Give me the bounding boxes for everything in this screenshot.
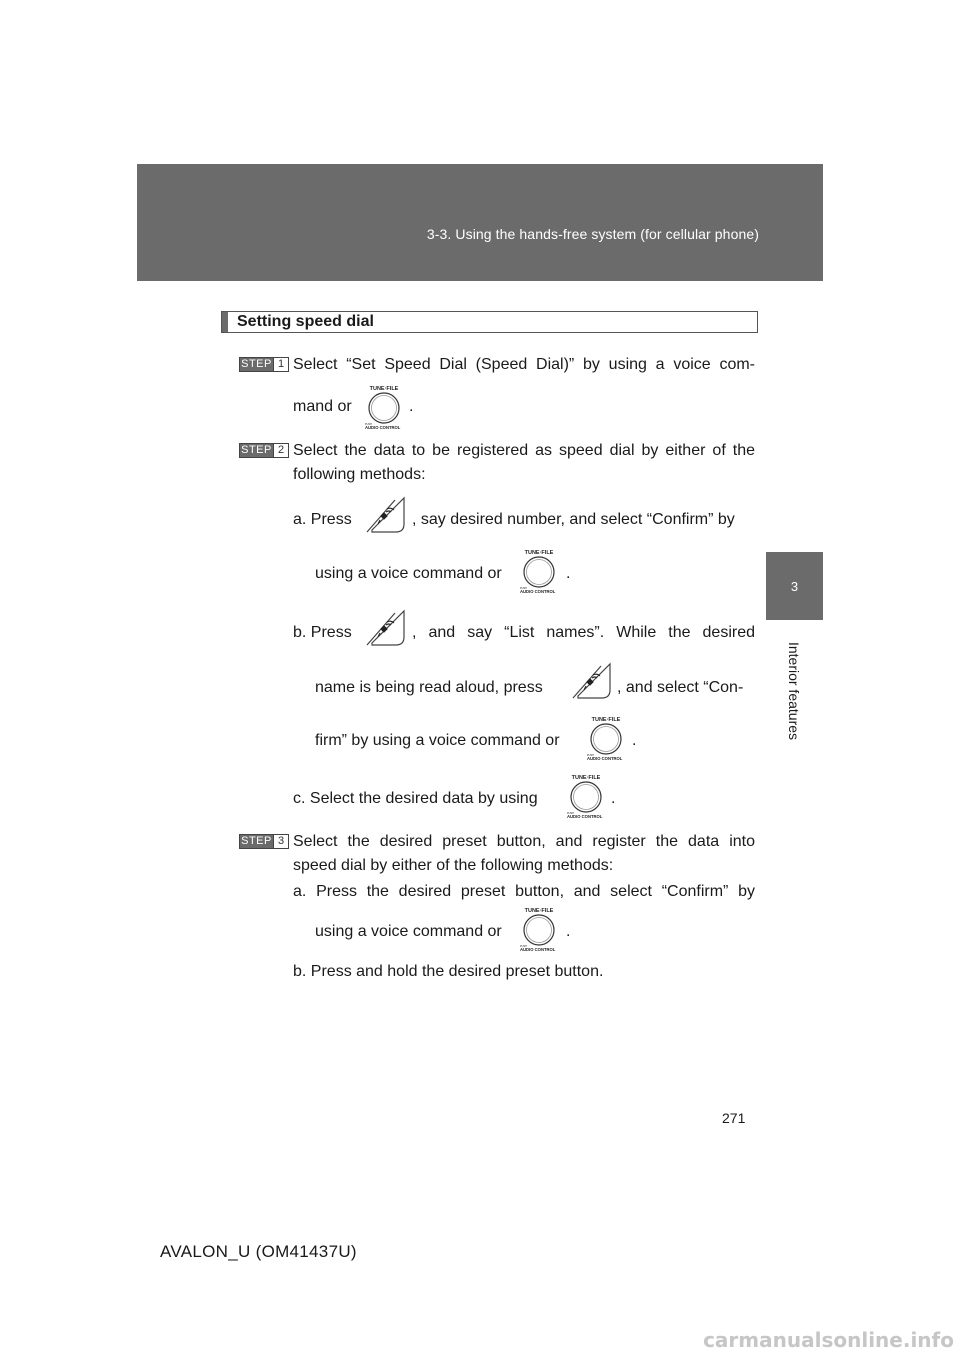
step3-a-line2a: using a voice command or <box>315 923 502 940</box>
step-badge-word: STEP <box>241 358 272 370</box>
step1-line2b: . <box>409 398 414 415</box>
step-badge-number: 2 <box>273 444 288 457</box>
step2-line1: Select the data to be registered as speed dial by either of the <box>293 442 755 459</box>
talk-switch-icon <box>364 496 408 534</box>
step2-b-line3a: firm” by using a voice command or <box>315 732 560 749</box>
chapter-number-tab: 3 <box>766 552 823 620</box>
step3-line2: speed dial by either of the following methods: <box>293 857 614 874</box>
step-badge-1 <box>239 357 289 372</box>
header-band <box>137 164 823 281</box>
step-badge-number: 3 <box>273 835 288 848</box>
step2-b-line2b: , and select “Con- <box>617 679 744 696</box>
step2-line2: following methods: <box>293 466 426 483</box>
step3-a-line2b: . <box>566 923 571 940</box>
step2-a-line2a: using a voice command or <box>315 565 502 582</box>
tune-file-knob-icon <box>583 715 629 761</box>
step-badge-number: 1 <box>273 358 288 371</box>
tune-file-knob-icon <box>361 384 407 430</box>
step2-b-line1b: , and say “List names”. While the desired <box>412 624 755 641</box>
step2-c-line1a: c. Select the desired data by using <box>293 790 538 807</box>
step3-b-line1: b. Press and hold the desired preset button. <box>293 963 604 980</box>
step2-a-line2b: . <box>566 565 571 582</box>
step-badge-3 <box>239 834 289 849</box>
chapter-side-label <box>766 626 823 756</box>
chapter-side-label-text: Interior features <box>786 641 803 741</box>
step2-b-line1a: b. Press <box>293 624 352 641</box>
step2-b-line3b: . <box>632 732 637 749</box>
talk-switch-icon <box>364 609 408 647</box>
section-heading-text: Setting speed dial <box>237 313 374 330</box>
page-number: 271 <box>722 1110 746 1126</box>
step2-a-line1a: a. Press <box>293 511 352 528</box>
step2-a-line1b: , say desired number, and select “Confirm” by <box>412 511 735 528</box>
talk-switch-icon <box>570 662 614 700</box>
step3-a-line1: a. Press the desired preset button, and select “Confirm” by <box>293 883 755 900</box>
watermark-text: carmanualsonline.info <box>703 1328 954 1352</box>
step-badge-word: STEP <box>241 835 272 847</box>
step2-b-line2a: name is being read aloud, press <box>315 679 543 696</box>
step3-line1: Select the desired preset button, and register the data into <box>293 833 755 850</box>
footer-model-code: AVALON_U (OM41437U) <box>160 1242 357 1261</box>
tune-file-knob-icon <box>516 906 562 952</box>
step1-line1: Select “Set Speed Dial (Speed Dial)” by using a voice com- <box>293 356 755 373</box>
chapter-title: 3-3. Using the hands-free system (for cellular phone) <box>426 226 759 242</box>
step-badge-word: STEP <box>241 444 272 456</box>
step1-line2a: mand or <box>293 398 352 415</box>
step2-c-line1b: . <box>611 790 616 807</box>
tune-file-knob-icon <box>563 773 609 819</box>
step-badge-2 <box>239 443 289 458</box>
heading-marker <box>222 312 228 332</box>
tune-file-knob-icon <box>516 548 562 594</box>
section-heading <box>221 311 758 333</box>
